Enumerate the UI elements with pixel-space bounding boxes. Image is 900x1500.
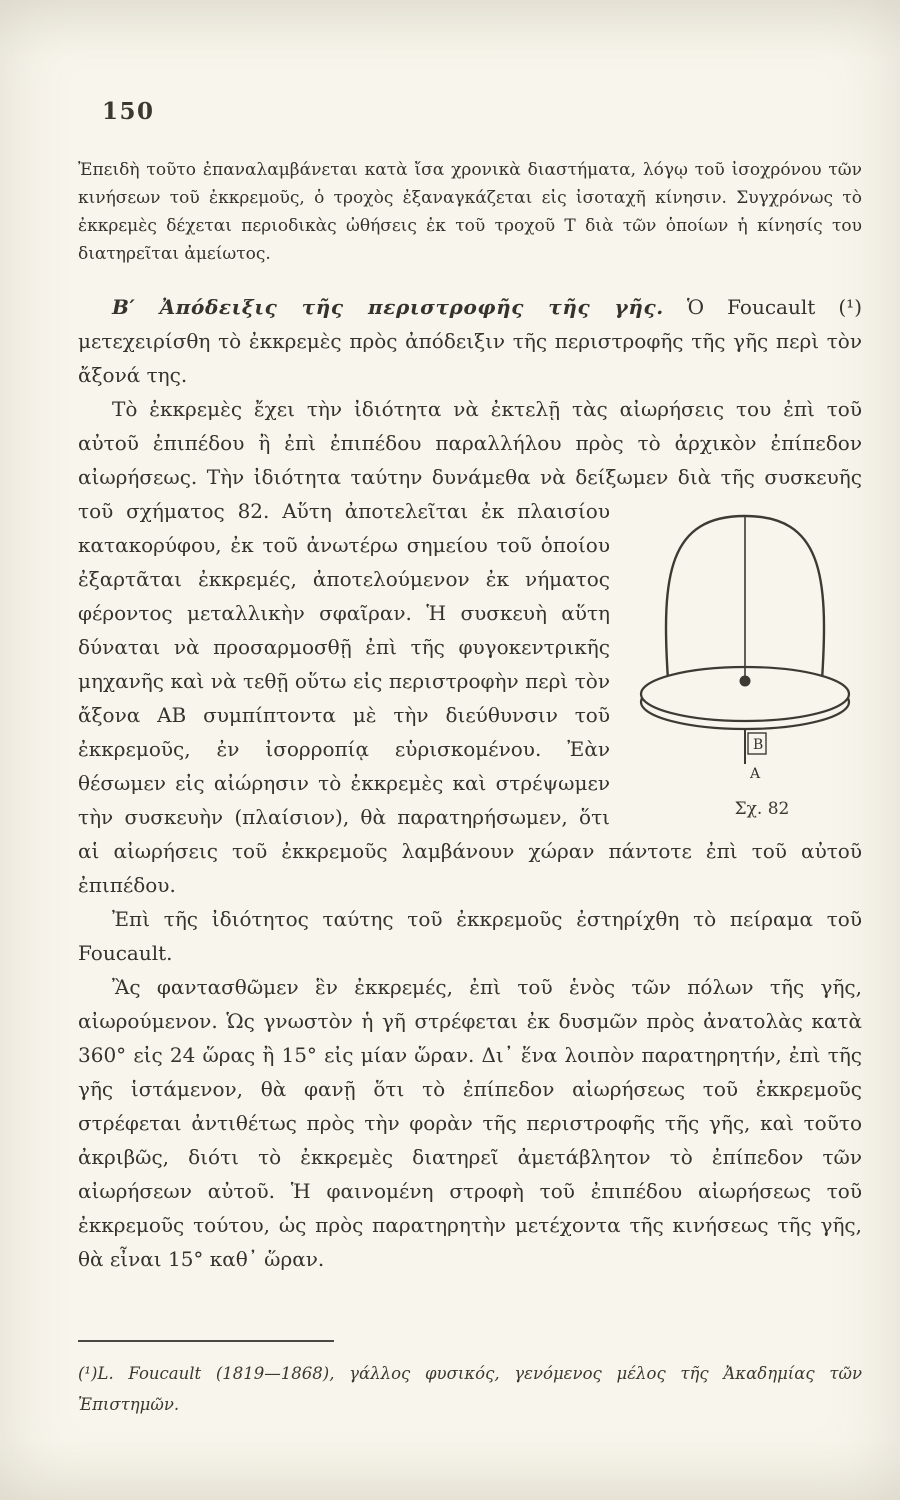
page-content xyxy=(78,156,862,1420)
footnote: (¹)L. Foucault (1819—1868), γάλλος φυσικός, γενόμενος μέλος τῆς Ἀκαδημίας τῶν Ἐπιστημῶν. xyxy=(78,1364,862,1414)
intro-paragraph: Ἐπειδὴ τοῦτο ἐπαναλαμβάνεται κατὰ ἴσα χρονικὰ διαστήματα, λόγῳ τοῦ ἰσοχρόνου τῶν κινήσεων τοῦ ἐκκρεμοῦς, ὁ τροχὸς ἐξαναγκάζεται εἰς ἰσοταχῆ κίνησιν. Συγχρόνως τὸ ἐκκρεμὲς δέχεται περιοδικὰς ὠθήσεις ἐκ τοῦ τροχοῦ Τ διὰ τῶν ὁποίων ἡ κίνησίς του διατηρεῖται ἀμείωτος. xyxy=(78,160,862,264)
page-number: 150 xyxy=(102,98,155,125)
pendulum-drawing xyxy=(631,502,859,790)
pendulum-bob xyxy=(740,676,751,687)
footnote-divider xyxy=(78,1340,334,1342)
device-paragraph-wrap: ἀποτελεῖται ἐκ πλαισίου κατακορύφου, ἐκ τοῦ ἀνωτέρω σημείου τοῦ ὁποίου ἐξαρτᾶται ἐκκρεμές, ἀποτελούμενον ἐκ νήματος φέροντος μεταλλικὴν σφαῖραν. Ἡ συσκευὴ αὕτη δύναται νὰ προσαρμοσθῇ ἐπὶ τῆς φυγοκεντρικῆς μηχανῆς καὶ νὰ τεθῇ οὕτω εἰς περιστροφὴν περὶ τὸν ἄξονα ΑΒ συμπίπτοντα μὲ τὴν διεύθυνσιν τοῦ ἐκκρεμοῦς, ἐν ἰσορροπίᾳ εὑρισκομένου. Ἐὰν θέσωμεν εἰς αἰώρησιν τὸ ἐκκρεμὲς καὶ στρέψωμεν τὴν συσκευὴν (πλαίσιον), θὰ παρατηρήσωμεν, ὅτι αἱ αἰωρήσεις τοῦ ἐκκρεμοῦς λαμβάνουν χώραν πάντοτε ἐπὶ τοῦ αὐτοῦ ἐπιπέδου. xyxy=(78,499,862,897)
axis-label-b: B xyxy=(753,737,764,753)
section-paragraph xyxy=(78,290,862,392)
figure-caption: Σχ. 82 xyxy=(734,799,790,819)
section-heading: Β′ Ἀπόδειξις τῆς περιστροφῆς τῆς γῆς. xyxy=(112,295,664,319)
section-lead: Ὁ Foucault (¹) μετεχειρίσθη τὸ ἐκκρεμὲς πρὸς ἀπόδειξιν τῆς περιστροφῆς τῆς γῆς περὶ τὸν ἄξονά της. xyxy=(78,295,862,387)
device-paragraph-start: Τὸ ἐκκρεμὲς ἔχει τὴν ἰδιότητα νὰ ἐκτελῇ τὰς αἰωρήσεις του ἐπὶ τοῦ αὐτοῦ ἐπιπέδου ἢ ἐπὶ ἐπιπέδου παραλλήλου πρὸς τὸ ἀρχικὸν ἐπίπεδον αἰωρήσεως. Τὴν ἰδιότητα ταύτην δυνάμεθα νὰ δείξωμεν διὰ τῆς συσκευῆς τοῦ σχήματος 82. Αὕτη xyxy=(78,397,862,523)
pendulum-figure xyxy=(628,502,862,826)
axis-label-a: A xyxy=(750,766,761,782)
device-paragraph xyxy=(78,392,862,902)
experiment-paragraph: Ἂς φαντασθῶμεν ἓν ἐκκρεμές, ἐπὶ τοῦ ἑνὸς τῶν πόλων τῆς γῆς, αἰωρούμενον. Ὡς γνωστὸν ἡ γῆ στρέφεται ἐκ δυσμῶν πρὸς ἀνατολὰς κατὰ 360° εἰς 24 ὥρας ἢ 15° εἰς μίαν ὥραν. Δι᾽ ἕνα λοιπὸν παρατηρητήν, ἐπὶ τῆς γῆς ἱστάμενον, θὰ φανῇ ὅτι τὸ ἐπίπεδον αἰωρήσεως τοῦ ἐκκρεμοῦς στρέφεται ἀντιθέτως πρὸς τὴν φορὰν τῆς περιστροφῆς τῆς γῆς, καὶ τοῦτο ἀκριβῶς, διότι τὸ ἐκκρεμὲς διατηρεῖ ἀμετάβλητον τὸ ἐπίπεδον τῶν αἰωρήσεων αὐτοῦ. Ἡ φαινομένη στροφὴ τοῦ ἐπιπέδου αἰωρήσεως τοῦ ἐκκρεμοῦς τούτου, ὡς πρὸς παρατηρητὴν μετέχοντα τῆς κινήσεως τῆς γῆς, θὰ εἶναι 15° καθ᾽ ὥραν. xyxy=(78,975,862,1271)
property-paragraph: Ἐπὶ τῆς ἰδιότητος ταύτης τοῦ ἐκκρεμοῦς ἐστηρίχθη τὸ πείραμα τοῦ Foucault. xyxy=(78,907,862,965)
